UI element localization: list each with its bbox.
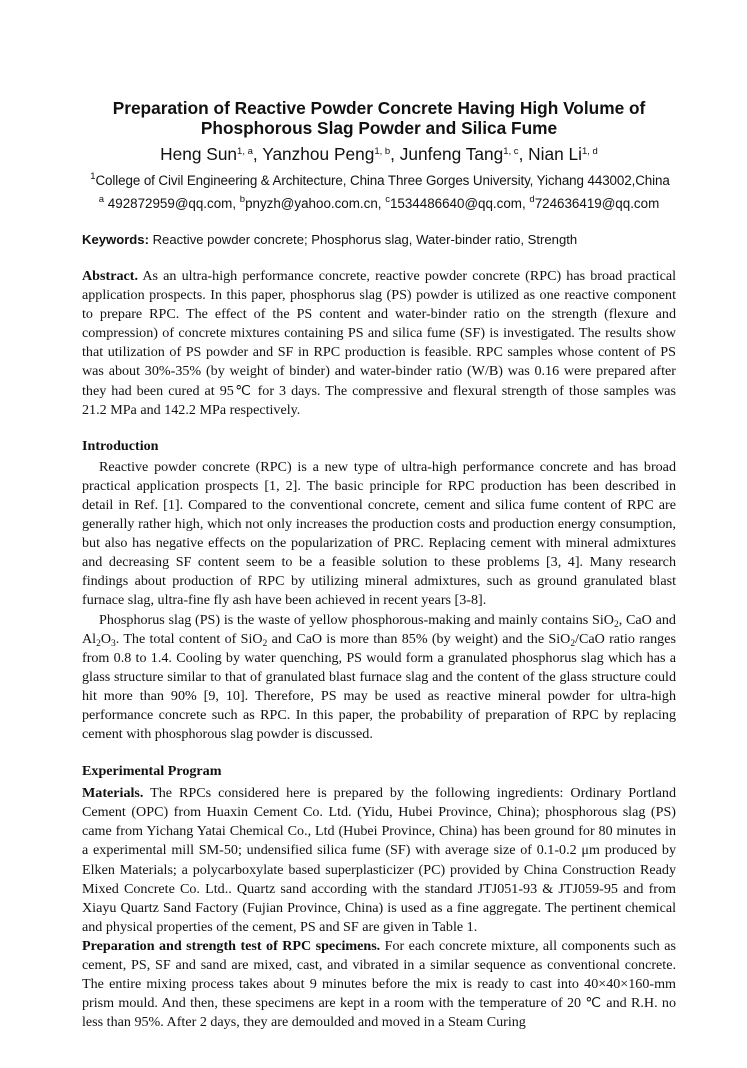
subscript: 3 [111,638,116,649]
author-affil-marker: 1, a [237,146,253,157]
text-run: , CaO and Al [82,611,676,647]
preparation-label: Preparation and strength test of RPC specimens. [82,937,381,954]
author-affil-marker: 1, b [374,146,391,157]
paper-title [82,98,676,138]
author-list [82,142,676,166]
text-run: Phosphorus slag (PS) is the waste of yellow phosphorous-making and mainly contains SiO [99,611,614,628]
subscript: 2 [613,619,619,630]
email-address[interactable]: 724636419@qq.com [534,196,660,211]
email-address[interactable]: 492872959@qq.com, [104,196,240,211]
author-separator: , [518,144,529,164]
keywords-label: Keywords: [82,232,149,247]
subscript: 2 [96,638,101,649]
preparation-text: For each concrete mixture, all components such as cement, PS, SF and sand are mixed, cast, and vibrated in a similar sequence as conventional concrete. The entire mixing process takes about 9 minutes before the mix is ready to cast into 40×40×160-mm prism mould. And then, these specimens are kept in a room with the temperature of 20 ℃ and R.H. no less than 95%. After 2 days, they are demoulded and moved in a Steam Curing [82,937,677,1031]
email-marker: d [529,194,535,205]
materials-label: Materials. [82,785,144,802]
experimental-heading: Experimental Program [82,763,222,780]
author-name: Nian Li [528,144,582,164]
introduction-heading: Introduction [82,437,159,454]
author-affil-marker: 1, c [503,146,519,157]
email-marker: b [239,194,246,205]
email-list [82,194,676,214]
affiliation-text: College of Civil Engineering & Architecture, China Three Gorges University, Yichang 443002,China [95,173,670,188]
author-separator: , [252,144,263,164]
title-line-1: Preparation of Reactive Powder Concrete Having High Volume of [112,98,646,118]
affiliation-marker: 1 [90,171,96,182]
email-address[interactable]: 1534486640@qq.com, [389,196,530,211]
email-marker: c [385,194,390,205]
author-separator: , [390,144,400,164]
email-marker: a [98,194,105,205]
subscript: 2 [262,638,268,649]
materials-paragraph [82,784,676,937]
materials-text: The RPCs considered here is prepared by the following ingredients: Ordinary Portland Cement (OPC) from Huaxin Cement Co. Ltd. (Yidu, Hubei Province, China); phosphorous slag (PS) came from Yichang Yatai Chemical Co., Ltd (Hubei Province, China) has been ground for 80 minutes in a experimental mill SM-50; undensified silica fume (SF) with average size of 0.1-0.2 μm produced by Elken Materials; a polycarboxylate based superplasticizer (PC) provided by China Construction Ready Mixed Concrete Co. Ltd.. Quartz sand according with the standard JTJ051-93 & JTJ059-95 and from Xiayu Quartz Sand Factory (Fujian Province, China) is used as a fine aggregate. The pertinent chemical and physical properties of the cement, PS and SF are given in Table 1. [82,785,676,935]
affiliation [70,171,690,191]
keywords [82,231,676,249]
subscript: 2 [570,638,576,649]
text-run: . The total content of SiO [115,630,263,647]
preparation-paragraph [82,937,676,1032]
text-run: O [100,630,112,647]
author-name: Heng Sun [160,144,238,164]
author-name: Yanzhou Peng [262,144,375,164]
email-address[interactable]: pnyzh@yahoo.com.cn, [245,196,386,211]
keywords-text: Reactive powder concrete; Phosphorus slag, Water-binder ratio, Strength [148,232,578,247]
author-affil-marker: 1, d [581,146,598,157]
introduction-paragraph-1: Reactive powder concrete (RPC) is a new type of ultra-high performance concrete and has broad practical application prospects [1, 2]. The basic principle for RPC production has been described in detail in Ref. [1]. Compared to the conventional concrete, cement and silica fume content of RPC are generally rather high, which not only increases the production costs and production energy consumption, but also has negative effects on the popularization of PRC. Replacing cement with mineral admixtures and decreasing SF content seem to be a feasible solution to these problems [3, 4]. Many research findings about production of RPC by utilizing mineral admixtures, such as ground granulated blast furnace slag, ultra-fine fly ash have been achieved in recent years [3-8]. [82,458,676,609]
paper-page [82,98,676,1032]
author-name: Junfeng Tang [399,144,504,164]
abstract-text: As an ultra-high performance concrete, reactive powder concrete (RPC) has broad practical application prospects. In this paper, phosphorus slag (PS) powder is utilized as one reactive component to prepare RPC. The effect of the PS content and water-binder ratio on the strength (flexure and compression) of concrete mixtures containing PS and silica fume (SF) is investigated. The results show that utilization of PS powder and SF in RPC production is feasible. RPC samples whose content of PS was about 30%-35% (by weight of binder) and water-binder ratio (W/B) was 0.16 were prepared after they had been cured at 95℃ for 3 days. The compressive and flexural strength of those samples was 21.2 MPa and 142.2 MPa respectively. [82,268,676,418]
title-line-2: Phosphorous Slag Powder and Silica Fume [200,118,558,138]
text-run: /CaO ratio ranges from 0.8 to 1.4. Cooling by water quenching, PS would form a granulated phosphorus slag which has a glass structure similar to that of granulated blast furnace slag and the content of the glass structure could hit more than 90% [9, 10]. Therefore, PS may be used as reactive mineral powder for ultra-high performance concrete such as RPC. In this paper, the probability of preparation of RPC by replacing cement with phosphorous slag powder is discussed. [82,630,676,743]
text-run: and CaO is more than 85% (by weight) and the SiO [267,630,571,647]
abstract-label: Abstract. [82,268,138,284]
introduction-paragraph-2 [82,611,676,745]
abstract [82,267,676,420]
